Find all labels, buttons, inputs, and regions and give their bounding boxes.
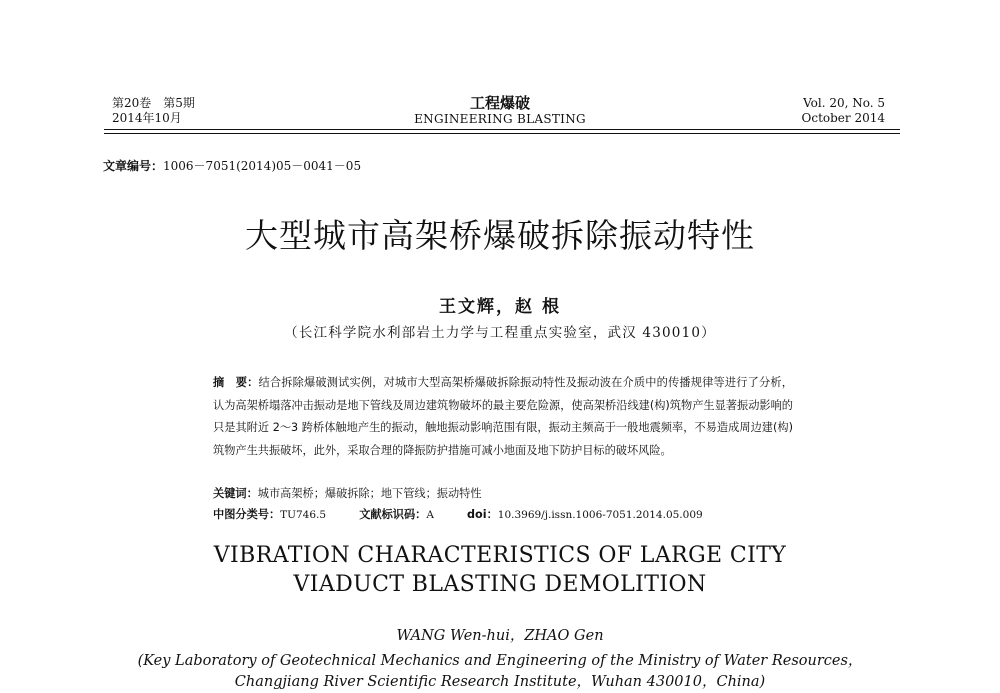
abstract-text: 结合拆除爆破测试实例，对城市大型高架桥爆破拆除振动特性及振动波在介质中的传播规律等进行了分析，认为高架桥塌落冲击振动是地下管线及周边建筑物破坏的最主要危险源，使高架桥沿线建(构)筑物产生显著振动影响的只是其附近 2～3 跨桥体触地产生的振动，触地振动影响范围有限，振动主频高于一般地震频率，不易造成周边建(构)筑物产生共振破坏，此外，采取合理的降振防护措施可减小地面及地下防护目标的破坏风险。 xyxy=(213,376,793,457)
journal-name-en: ENGINEERING BLASTING xyxy=(414,112,586,126)
doi-value: 10.3969/j.issn.1006-7051.2014.05.009 xyxy=(497,509,703,521)
keywords-label: 关键词： xyxy=(213,487,258,500)
clc-label: 中图分类号： xyxy=(213,508,281,521)
affiliation-cn: （长江科学院水利部岩土力学与工程重点实验室，武汉 430010） xyxy=(284,325,716,341)
date-en: October 2014 xyxy=(801,111,885,125)
keywords xyxy=(213,485,482,501)
clc-value: TU746.5 xyxy=(280,509,327,521)
affiliation-en-line1: (Key Laboratory of Geotechnical Mechanics and Engineering of the Ministry of Water Resources， xyxy=(137,653,863,669)
title-en-line2: VIADUCT BLASTING DEMOLITION xyxy=(293,572,707,597)
header-rule-top xyxy=(104,129,900,130)
title-cn: 大型城市高架桥爆破拆除振动特性 xyxy=(245,216,755,255)
article-number-label: 文章编号： xyxy=(103,159,164,173)
authors-cn: 王文辉，赵 根 xyxy=(439,297,561,317)
keywords-text: 城市高架桥；爆破拆除；地下管线；振动特性 xyxy=(257,487,482,500)
article-number-value: 1006－7051(2014)05－0041－05 xyxy=(163,159,362,173)
authors-en: WANG Wen-hui，ZHAO Gen xyxy=(396,628,604,644)
abstract-label: 摘 要： xyxy=(213,376,259,389)
doc-code-value: A xyxy=(426,509,434,521)
article-number xyxy=(103,157,361,174)
title-en-line1: VIBRATION CHARACTERISTICS OF LARGE CITY xyxy=(213,543,787,568)
doi-label: doi： xyxy=(467,508,498,521)
doc-code-label: 文献标识码： xyxy=(359,508,427,521)
date-cn: 2014年10月 xyxy=(112,111,182,125)
volume-issue-cn: 第20卷 第5期 xyxy=(112,96,195,110)
classification-line xyxy=(213,506,703,522)
affiliation-en-line2: Changjiang River Scientific Research Institute，Wuhan 430010，China) xyxy=(234,674,766,690)
header-rule-bottom xyxy=(104,133,900,134)
journal-name-cn: 工程爆破 xyxy=(469,94,530,112)
title-en xyxy=(0,541,1000,599)
header-volume-info-en xyxy=(802,96,885,126)
abstract xyxy=(213,372,793,462)
volume-issue-en: Vol. 20, No. 5 xyxy=(803,96,885,110)
affiliation-en xyxy=(0,651,1000,693)
